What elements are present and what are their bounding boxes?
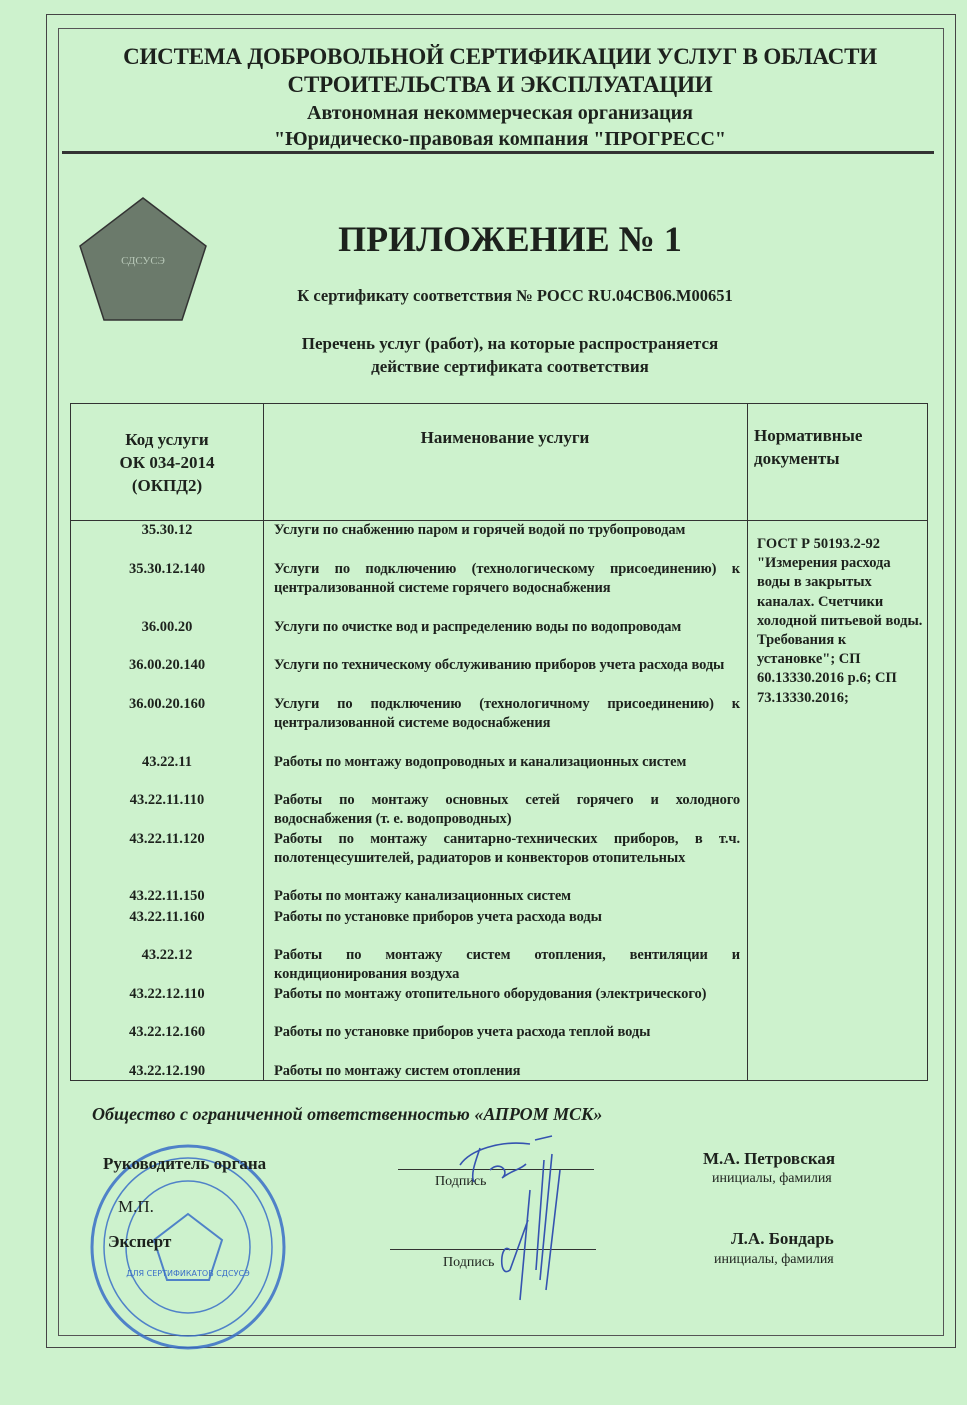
column-divider bbox=[747, 403, 748, 1080]
service-name: Работы по монтажу отопительного оборудования (электрического) bbox=[274, 986, 707, 1002]
column-header-code bbox=[72, 428, 262, 497]
header-text: ОК 034-2014 bbox=[119, 453, 215, 472]
service-code: 35.30.12.140 bbox=[128, 561, 206, 577]
service-code: 36.00.20.140 bbox=[128, 657, 206, 673]
service-name: Работы по монтажу водопроводных и канализационных систем bbox=[274, 754, 687, 770]
head-label: Руководитель органа bbox=[103, 1154, 267, 1173]
intro-line-2: действие сертификата соответствия bbox=[371, 357, 649, 376]
header-text: Нормативные bbox=[754, 426, 863, 445]
pentagon-logo-icon bbox=[78, 196, 208, 322]
handwritten-signature-icon bbox=[440, 1130, 590, 1310]
intro-text bbox=[200, 332, 820, 378]
service-code: 43.22.11.120 bbox=[129, 831, 205, 847]
signature-label: Подпись bbox=[443, 1255, 495, 1270]
service-code: 43.22.12.160 bbox=[128, 1024, 206, 1040]
organization-name: Общество с ограниченной ответственностью «АПРОМ МСК» bbox=[92, 1104, 603, 1124]
service-name: Работы по установке приборов учета расхода воды bbox=[274, 909, 602, 925]
head-name: М.А. Петровская bbox=[703, 1149, 836, 1168]
service-name: Работы по монтажу основных сетей горячего и холодного водоснабжения (т. е. водопроводных) bbox=[274, 792, 740, 827]
service-code: 36.00.20.160 bbox=[128, 696, 206, 712]
intro-line-1: Перечень услуг (работ), на которые распространяется bbox=[301, 334, 719, 353]
column-header-norms bbox=[750, 424, 894, 470]
service-name: Работы по монтажу канализационных систем bbox=[274, 888, 571, 904]
service-name: Работы по монтажу систем отопления bbox=[274, 1063, 521, 1079]
service-code: 43.22.11.150 bbox=[129, 888, 205, 904]
certificate-number: К сертификату соответствия № РОСС RU.04СВ06.М00651 bbox=[297, 286, 733, 305]
header-text: (ОКПД2) bbox=[131, 476, 203, 495]
service-code: 43.22.12.110 bbox=[129, 986, 205, 1002]
service-name: Услуги по подключению (технологическому присоединению) к централизованной системе горячего водоснабжения bbox=[274, 561, 740, 596]
service-name: Работы по монтажу систем отопления, вентиляции и кондиционирования воздуха bbox=[274, 947, 740, 982]
header-line-2: СТРОИТЕЛЬСТВА И ЭКСПЛУАТАЦИИ bbox=[287, 72, 713, 97]
column-divider bbox=[263, 403, 264, 1080]
service-name: Работы по установке приборов учета расхода теплой воды bbox=[274, 1024, 651, 1040]
header-line-1: СИСТЕМА ДОБРОВОЛЬНОЙ СЕРТИФИКАЦИИ УСЛУГ В ОБЛАСТИ bbox=[123, 44, 877, 69]
stamp-center-text: ДЛЯ СЕРТИФИКАТОВ СДСУСЭ bbox=[126, 1269, 250, 1278]
mp-label: М.П. bbox=[118, 1197, 154, 1216]
service-code: 35.30.12 bbox=[141, 522, 193, 538]
page-title: ПРИЛОЖЕНИЕ № 1 bbox=[338, 219, 682, 259]
service-code: 43.22.11.160 bbox=[129, 909, 205, 925]
header-line-4: "Юридическо-правовая компания "ПРОГРЕСС" bbox=[273, 128, 727, 150]
service-name: Работы по монтажу санитарно-технических приборов, в т.ч. полотенцесушителей, радиаторов и конвекторов отопительных bbox=[274, 831, 740, 866]
expert-name: Л.А. Бондарь bbox=[731, 1229, 834, 1248]
header-text: Код услуги bbox=[125, 430, 209, 449]
service-code: 43.22.11 bbox=[142, 754, 192, 770]
header-rule bbox=[62, 151, 934, 154]
column-header-name: Наименование услуги bbox=[420, 428, 590, 447]
service-code: 43.22.12.190 bbox=[128, 1063, 206, 1079]
expert-label: Эксперт bbox=[108, 1232, 172, 1251]
initials-label: инициалы, фамилия bbox=[714, 1252, 834, 1267]
service-code: 43.22.11.110 bbox=[129, 792, 205, 808]
normative-documents: ГОСТ Р 50193.2-92 "Измерения расхода воды в закрытых каналах. Счетчики холодной питьевой воды. Требования к установке"; СП 60.13330.2016 р.6; СП 73.13330.2016; bbox=[757, 536, 923, 706]
logo-text: СДСУСЭ bbox=[121, 255, 165, 267]
header-line-3: Автономная некоммерческая организация bbox=[307, 102, 693, 124]
service-name: Услуги по снабжению паром и горячей водой по трубопроводам bbox=[274, 522, 686, 538]
service-name: Услуги по очистке вод и распределению воды по водопроводам bbox=[274, 619, 682, 635]
signature-label: Подпись bbox=[435, 1174, 487, 1189]
header-text: документы bbox=[754, 449, 840, 468]
service-code: 43.22.12 bbox=[141, 947, 193, 963]
service-code: 36.00.20 bbox=[141, 619, 193, 635]
service-name: Услуги по подключению (технологичному присоединению) к централизованной системе водоснабжения bbox=[274, 696, 740, 731]
initials-label: инициалы, фамилия bbox=[712, 1171, 832, 1186]
service-name: Услуги по техническому обслуживанию приборов учета расхода воды bbox=[274, 657, 725, 673]
